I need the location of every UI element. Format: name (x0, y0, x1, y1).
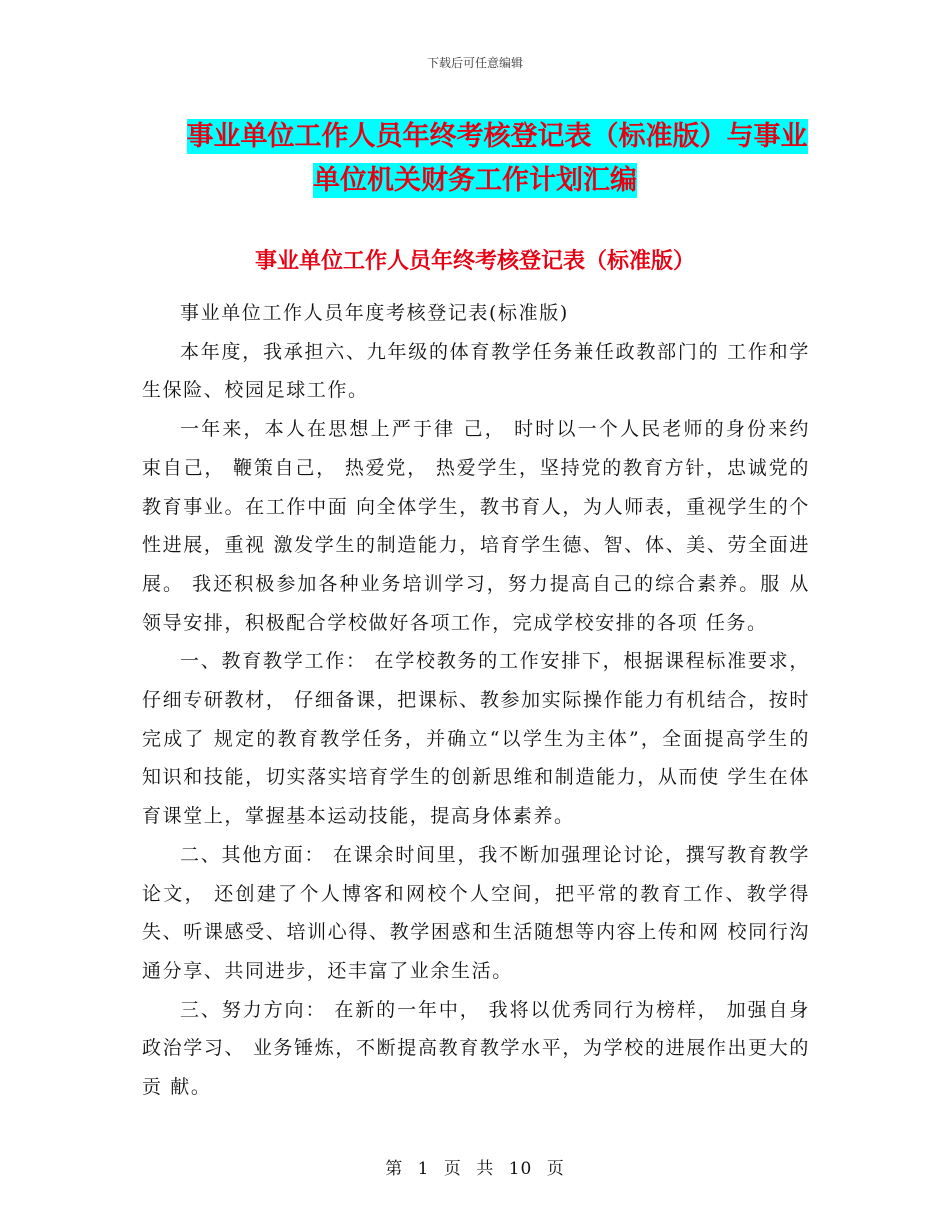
paragraph: 一年来，本人在思想上严于律 己， 时时以一个人民老师的身份来约束自己， 鞭策自己， 热爱党， 热爱学生，坚持党的教育方针，忠诚党的教育事业。在工作中面 向全体学生，教书育人，为人师表，重视学生的个性进展，重视 激发学生的制造能力，培育学生德、智、体、美、劳全面进展。 我还积极参加各种业务培训学习，努力提高自己的综合素养。服 从领导安排，积极配合学校做好各项工作，完成学校安排的各项 任务。 (142, 418, 810, 634)
page-footer (0, 1154, 950, 1179)
paragraph: 一、教育教学工作： 在学校教务的工作安排下，根据课程标准要求，仔细专研教材， 仔细备课，把课标、教参加实际操作能力有机结合，按时完成了 规定的教育教学任务，并确立“以学生为主体”，全面提高学生的 知识和技能，切实落实培育学生的创新思维和制造能力，从而使 学生在体育课堂上，掌握基本运动技能，提高身体素养。 (142, 650, 810, 828)
section-title: 事业单位工作人员年终考核登记表（标准版） (254, 249, 695, 274)
document-title-line-1 (22, 114, 950, 153)
document-title-line-1-text: 事业单位工作人员年终考核登记表（标准版）与事业 (186, 121, 808, 152)
paragraph: 本年度，我承担六、九年级的体育教学任务兼任政教部门的 工作和学生保险、校园足球工作。 (142, 340, 810, 402)
document-body (142, 294, 810, 1107)
footer-total-pages: 10 (508, 1159, 533, 1179)
paragraph: 二、其他方面： 在课余时间里，我不断加强理论讨论，撰写教育教学论文， 还创建了个人博客和网校个人空间，把平常的教育工作、教学得 失、听课感受、培训心得、教学困惑和生活随想等内容上传和网 校同行沟通分享、共同进步，还丰富了业余生活。 (142, 843, 810, 982)
paragraph: 事业单位工作人员年度考核登记表(标准版) (180, 302, 569, 324)
footer-total-suffix: 页 (546, 1159, 565, 1179)
paragraph: 三、努力方向： 在新的一年中， 我将以优秀同行为榜样， 加强自身政治学习、 业务锤炼，不断提高教育教学水平，为学校的进展作出更大的贡 献。 (142, 998, 810, 1099)
footer-total-prefix: 共 (476, 1159, 495, 1179)
header-note: 下载后可任意编辑 (426, 56, 523, 70)
document-title-line-2-text: 单位机关财务工作计划汇编 (313, 165, 637, 196)
footer-page-number: 1 (417, 1159, 430, 1179)
footer-page-mid: 页 (443, 1159, 462, 1179)
document-title-line-2 (0, 158, 950, 197)
footer-page-prefix: 第 (385, 1159, 404, 1179)
